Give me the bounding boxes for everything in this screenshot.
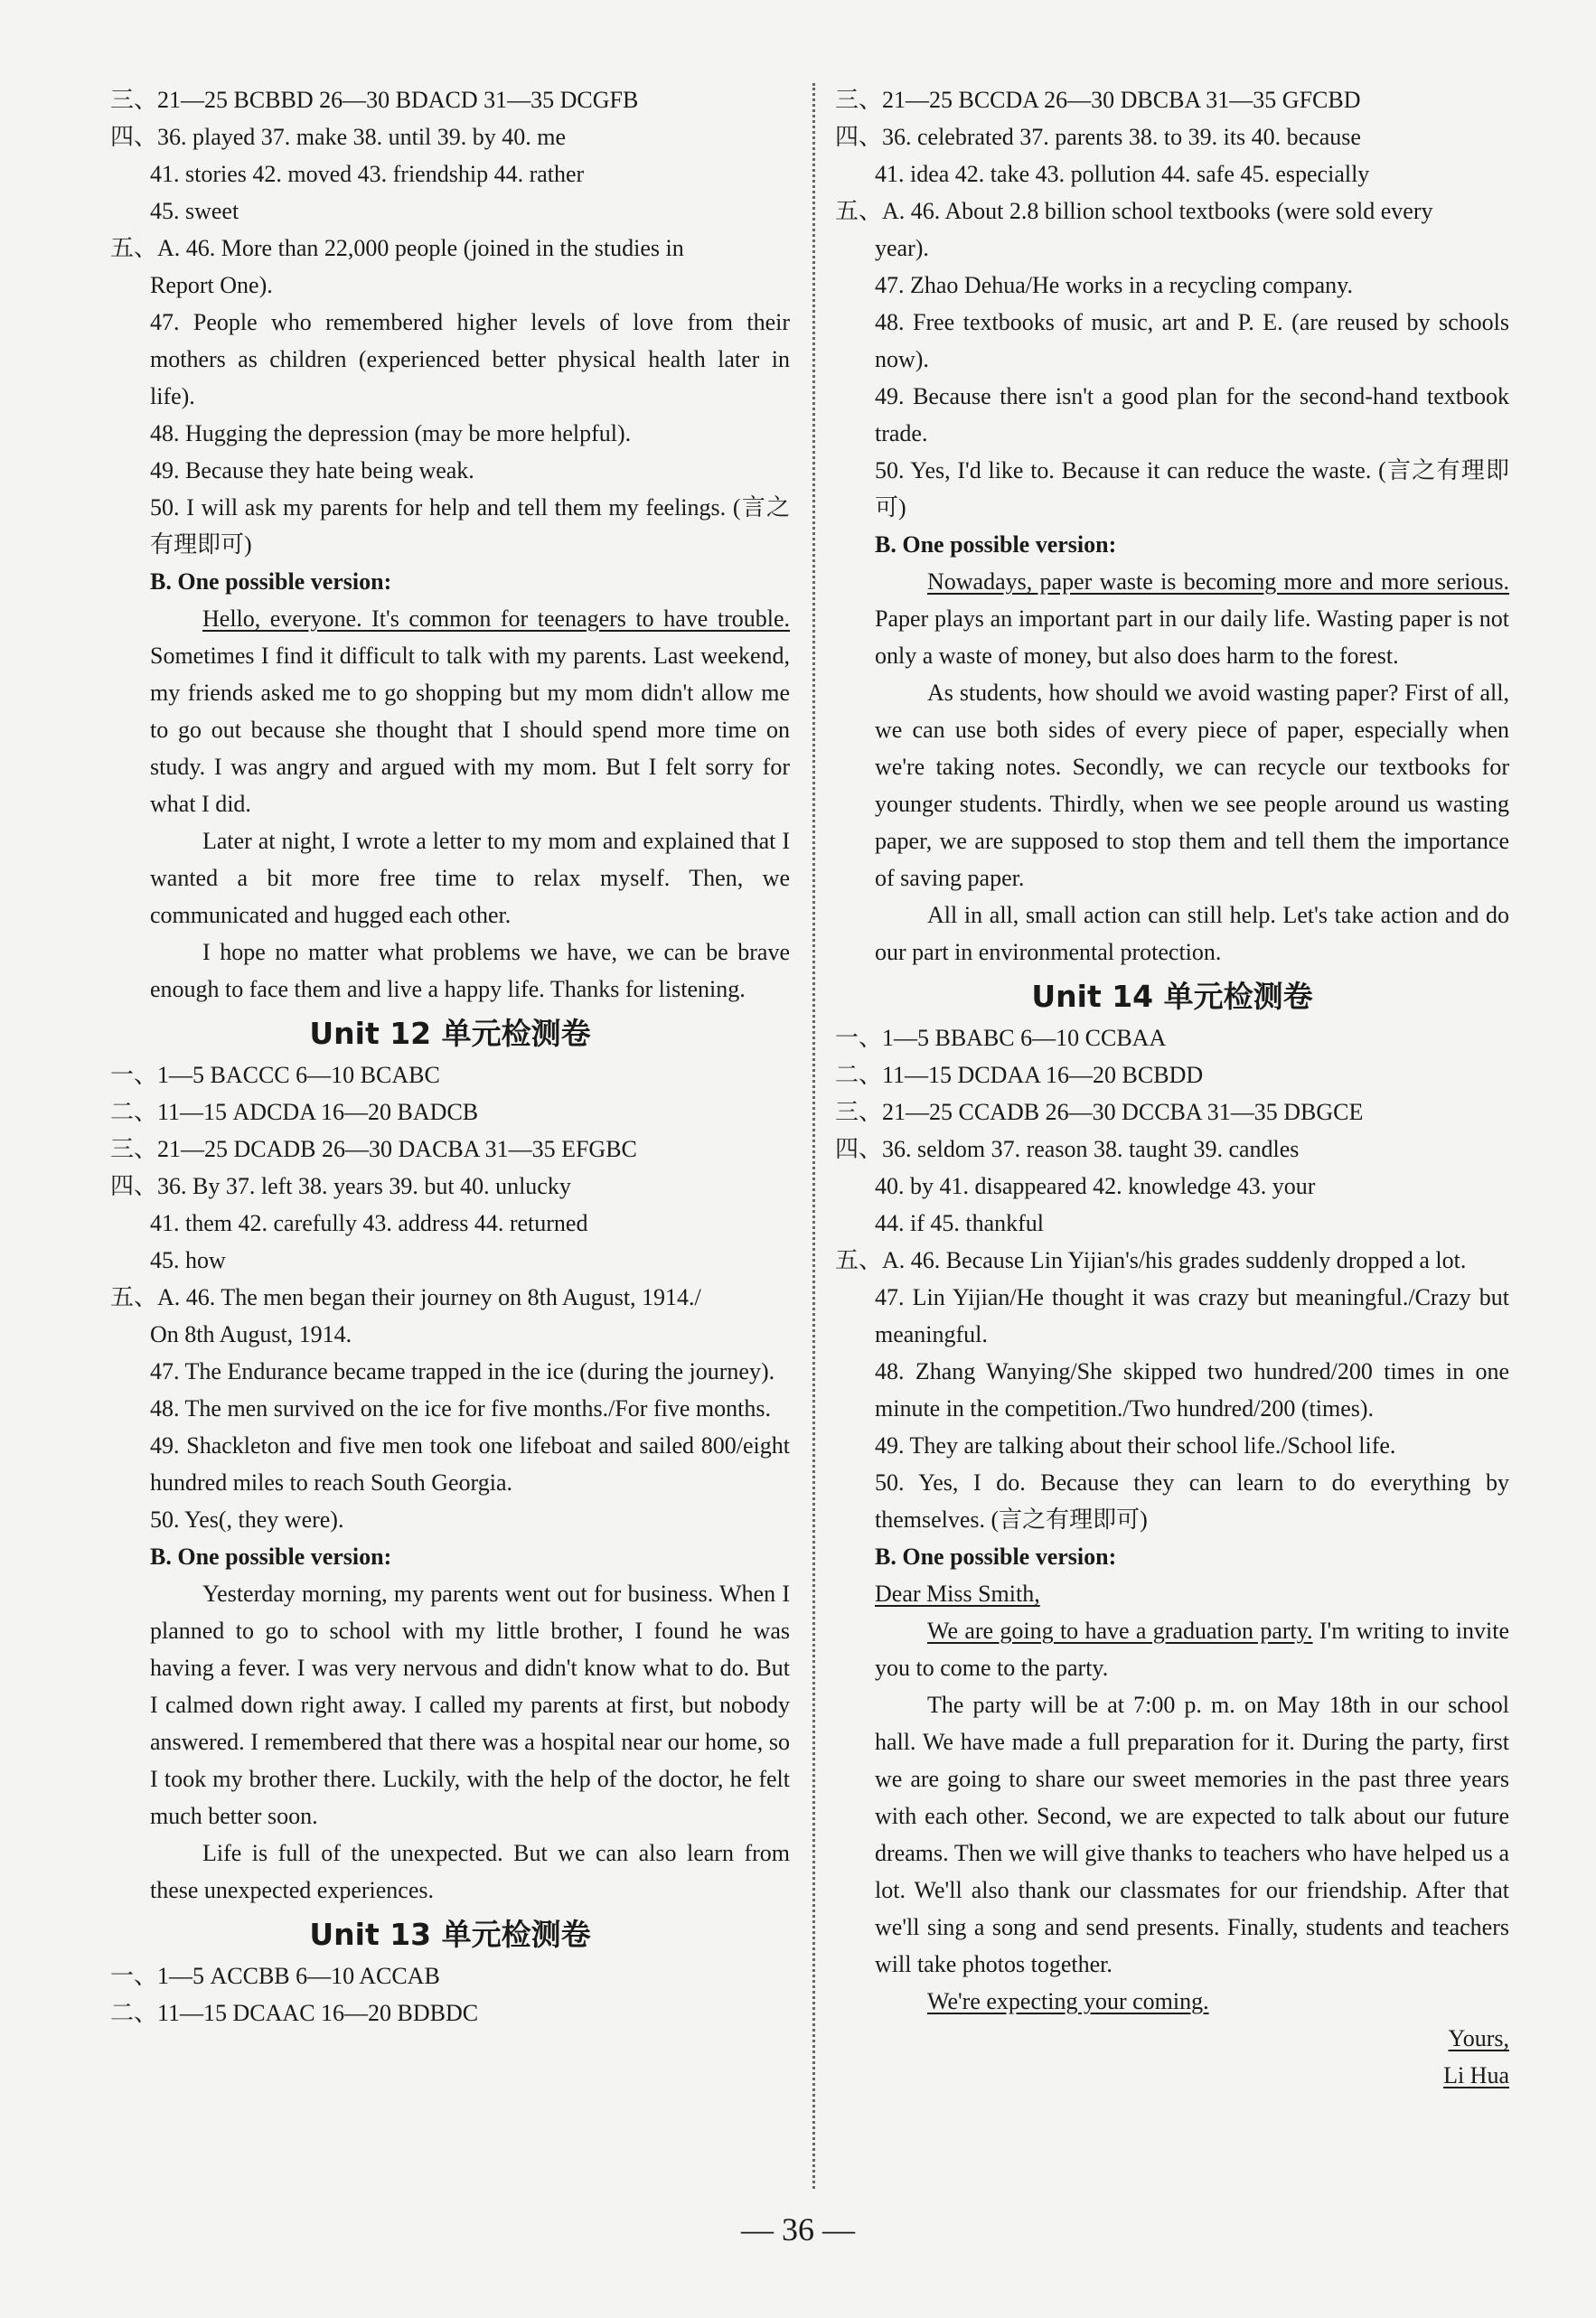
section-label: B. One possible version: bbox=[150, 568, 392, 595]
essay-paragraph bbox=[835, 563, 1509, 674]
answer-item: 47. Lin Yijian/He thought it was crazy but meaningful./Crazy but meaningful. bbox=[875, 1284, 1509, 1347]
answer-line: 40. by 41. disappeared 42. knowledge 43. your bbox=[875, 1173, 1316, 1199]
answer-line: 二、11—15 DCAAC 16—20 BDBDC bbox=[110, 2000, 479, 2026]
answer-line: 45. how bbox=[150, 1247, 226, 1273]
unit-heading: Unit 13 单元检测卷 bbox=[309, 1917, 591, 1952]
section-label: B. One possible version: bbox=[875, 531, 1117, 558]
letter-salutation bbox=[835, 1575, 1509, 1612]
answer-line: 41. stories 42. moved 43. friendship 44. rather bbox=[150, 161, 585, 187]
answer-line: 五、A. 46. The men began their journey on 8th August, 1914./ bbox=[110, 1284, 701, 1310]
essay-text: Sometimes I find it difficult to talk with my parents. Last weekend, my friends asked me to go shopping but my mom didn't allow me to go out because she thought that I should spend more time on study. I was angry and argued with my mom. But I felt sorry for what I did. bbox=[150, 643, 790, 817]
underlined-sentence: We are going to have a graduation party. bbox=[927, 1618, 1313, 1644]
answer-line: 41. them 42. carefully 43. address 44. returned bbox=[150, 1210, 588, 1236]
answer-line: 二、11—15 ADCDA 16—20 BADCB bbox=[110, 1099, 479, 1125]
essay-paragraph: The party will be at 7:00 p. m. on May 18th in our school hall. We have made a full preparation for it. During the party, first we are going to share our sweet memories in the past three years with each other. Second, we are expected to talk about our future dreams. Then we will give thanks to teachers who have helped us a lot. We'll also thank our classmates for our friendship. After that we'll sing a song and send presents. Finally, students and teachers will take photos together. bbox=[875, 1692, 1509, 1977]
signature bbox=[835, 2057, 1509, 2094]
essay-paragraph bbox=[835, 1612, 1509, 1686]
answer-line: 三、21—25 CCADB 26—30 DCCBA 31—35 DBGCE bbox=[835, 1099, 1364, 1125]
answer-line: 五、A. 46. Because Lin Yijian's/his grades suddenly dropped a lot. bbox=[835, 1247, 1467, 1273]
answer-line: 二、11—15 DCDAA 16—20 BCBDD bbox=[835, 1062, 1204, 1088]
answer-line: 四、36. celebrated 37. parents 38. to 39. its 40. because bbox=[835, 124, 1361, 150]
answer-line: 四、36. played 37. make 38. until 39. by 40. me bbox=[110, 124, 567, 150]
answer-line: 五、A. 46. About 2.8 billion school textbooks (were sold every bbox=[835, 198, 1433, 224]
answer-line: year). bbox=[875, 235, 929, 261]
essay-paragraph: Life is full of the unexpected. But we can also learn from these unexpected experiences. bbox=[150, 1840, 790, 1903]
essay-paragraph: All in all, small action can still help. Let's take action and do our part in environmental protection. bbox=[875, 902, 1509, 965]
answer-item: 50. Yes, I do. Because they can learn to do everything by themselves. (言之有理即可) bbox=[875, 1469, 1509, 1533]
answer-line: 44. if 45. thankful bbox=[875, 1210, 1045, 1236]
essay-text: I'm writing to invite you to come to the party. bbox=[875, 1618, 1509, 1681]
answer-line: 一、1—5 BACCC 6—10 BCABC bbox=[110, 1062, 440, 1088]
underlined-sentence: Nowadays, paper waste is becoming more and more serious. bbox=[927, 568, 1509, 595]
left-column bbox=[110, 81, 790, 2032]
underlined-sentence: We're expecting your coming. bbox=[927, 1988, 1209, 2014]
essay-paragraph bbox=[110, 600, 790, 822]
unit-heading: Unit 12 单元检测卷 bbox=[309, 1016, 591, 1051]
answer-line: 三、21—25 DCADB 26—30 DACBA 31—35 EFGBC bbox=[110, 1136, 637, 1162]
answer-line: 41. idea 42. take 43. pollution 44. safe 45. especially bbox=[875, 161, 1370, 187]
answer-item: 49. Because they hate being weak. bbox=[150, 457, 474, 483]
signature-name: Li Hua bbox=[1443, 2062, 1509, 2088]
answer-line: 五、A. 46. More than 22,000 people (joined in the studies in bbox=[110, 235, 684, 261]
section-label: B. One possible version: bbox=[150, 1544, 392, 1570]
answer-item: 49. Shackleton and five men took one lifeboat and sailed 800/eight hundred miles to reach South Georgia. bbox=[150, 1432, 790, 1496]
answer-item: 48. Zhang Wanying/She skipped two hundred/200 times in one minute in the competition./Two hundred/200 (times). bbox=[875, 1358, 1509, 1422]
answer-line: 四、36. seldom 37. reason 38. taught 39. candles bbox=[835, 1136, 1300, 1162]
answer-item: 50. Yes(, they were). bbox=[150, 1506, 344, 1533]
page-number: — 36 — bbox=[741, 2211, 855, 2248]
section-label: B. One possible version: bbox=[875, 1544, 1117, 1570]
answer-item: 48. The men survived on the ice for five months./For five months. bbox=[150, 1395, 771, 1422]
answer-line: 三、21—25 BCCDA 26—30 DBCBA 31—35 GFCBD bbox=[835, 87, 1361, 113]
signature-closing: Yours, bbox=[1448, 2025, 1509, 2051]
answer-item: 47. People who remembered higher levels of love from their mothers as children (experienced better physical health later in life). bbox=[150, 309, 790, 409]
answer-line: On 8th August, 1914. bbox=[150, 1321, 352, 1347]
column-divider bbox=[812, 83, 815, 2189]
right-column bbox=[835, 81, 1509, 2094]
answer-line: 四、36. By 37. left 38. years 39. but 40. unlucky bbox=[110, 1173, 571, 1199]
unit-heading: Unit 14 单元检测卷 bbox=[1031, 979, 1313, 1014]
answer-item: 49. Because there isn't a good plan for the second-hand textbook trade. bbox=[875, 383, 1509, 446]
answer-item: 49. They are talking about their school life./School life. bbox=[875, 1432, 1396, 1459]
essay-paragraph bbox=[835, 1983, 1509, 2020]
answer-item: 48. Free textbooks of music, art and P. E. (are reused by schools now). bbox=[875, 309, 1509, 372]
underlined-sentence: Hello, everyone. It's common for teenagers to have trouble. bbox=[202, 605, 790, 632]
answer-line: 45. sweet bbox=[150, 198, 239, 224]
answer-line: 一、1—5 BBABC 6—10 CCBAA bbox=[835, 1025, 1167, 1051]
answer-item: 47. Zhao Dehua/He works in a recycling company. bbox=[875, 272, 1353, 298]
salutation-text: Dear Miss Smith, bbox=[875, 1581, 1040, 1607]
essay-paragraph: I hope no matter what problems we have, we can be brave enough to face them and live a happy life. Thanks for listening. bbox=[150, 939, 790, 1002]
essay-paragraph: Later at night, I wrote a letter to my mom and explained that I wanted a bit more free time to relax myself. Then, we communicated and hugged each other. bbox=[150, 828, 790, 928]
signature bbox=[835, 2020, 1509, 2057]
answer-item: 50. Yes, I'd like to. Because it can reduce the waste. (言之有理即可) bbox=[875, 457, 1509, 521]
essay-paragraph: Yesterday morning, my parents went out for business. When I planned to go to school with my little brother, I found he was having a fever. I was very nervous and didn't know what to do. But I calmed down right away. I called my parents at first, but nobody answered. I remembered that there was a hospital near our home, so I took my brother there. Luckily, with the help of the doctor, he felt much better soon. bbox=[150, 1581, 790, 1829]
answer-item: 47. The Endurance became trapped in the ice (during the journey). bbox=[150, 1358, 775, 1384]
answer-line: 三、21—25 BCBBD 26—30 BDACD 31—35 DCGFB bbox=[110, 87, 639, 113]
answer-item: 48. Hugging the depression (may be more helpful). bbox=[150, 420, 632, 446]
answer-line: Report One). bbox=[150, 272, 273, 298]
answer-item: 50. I will ask my parents for help and tell them my feelings. (言之有理即可) bbox=[150, 494, 790, 558]
answer-line: 一、1—5 ACCBB 6—10 ACCAB bbox=[110, 1963, 440, 1989]
essay-text: Paper plays an important part in our daily life. Wasting paper is not only a waste of money, but also does harm to the forest. bbox=[875, 605, 1509, 669]
essay-paragraph: As students, how should we avoid wasting paper? First of all, we can use both sides of every piece of paper, especially when we're taking notes. Secondly, we can recycle our textbooks for younger students. Thirdly, when we see people around us wasting paper, we are supposed to stop them and tell them the importance of saving paper. bbox=[875, 680, 1509, 891]
